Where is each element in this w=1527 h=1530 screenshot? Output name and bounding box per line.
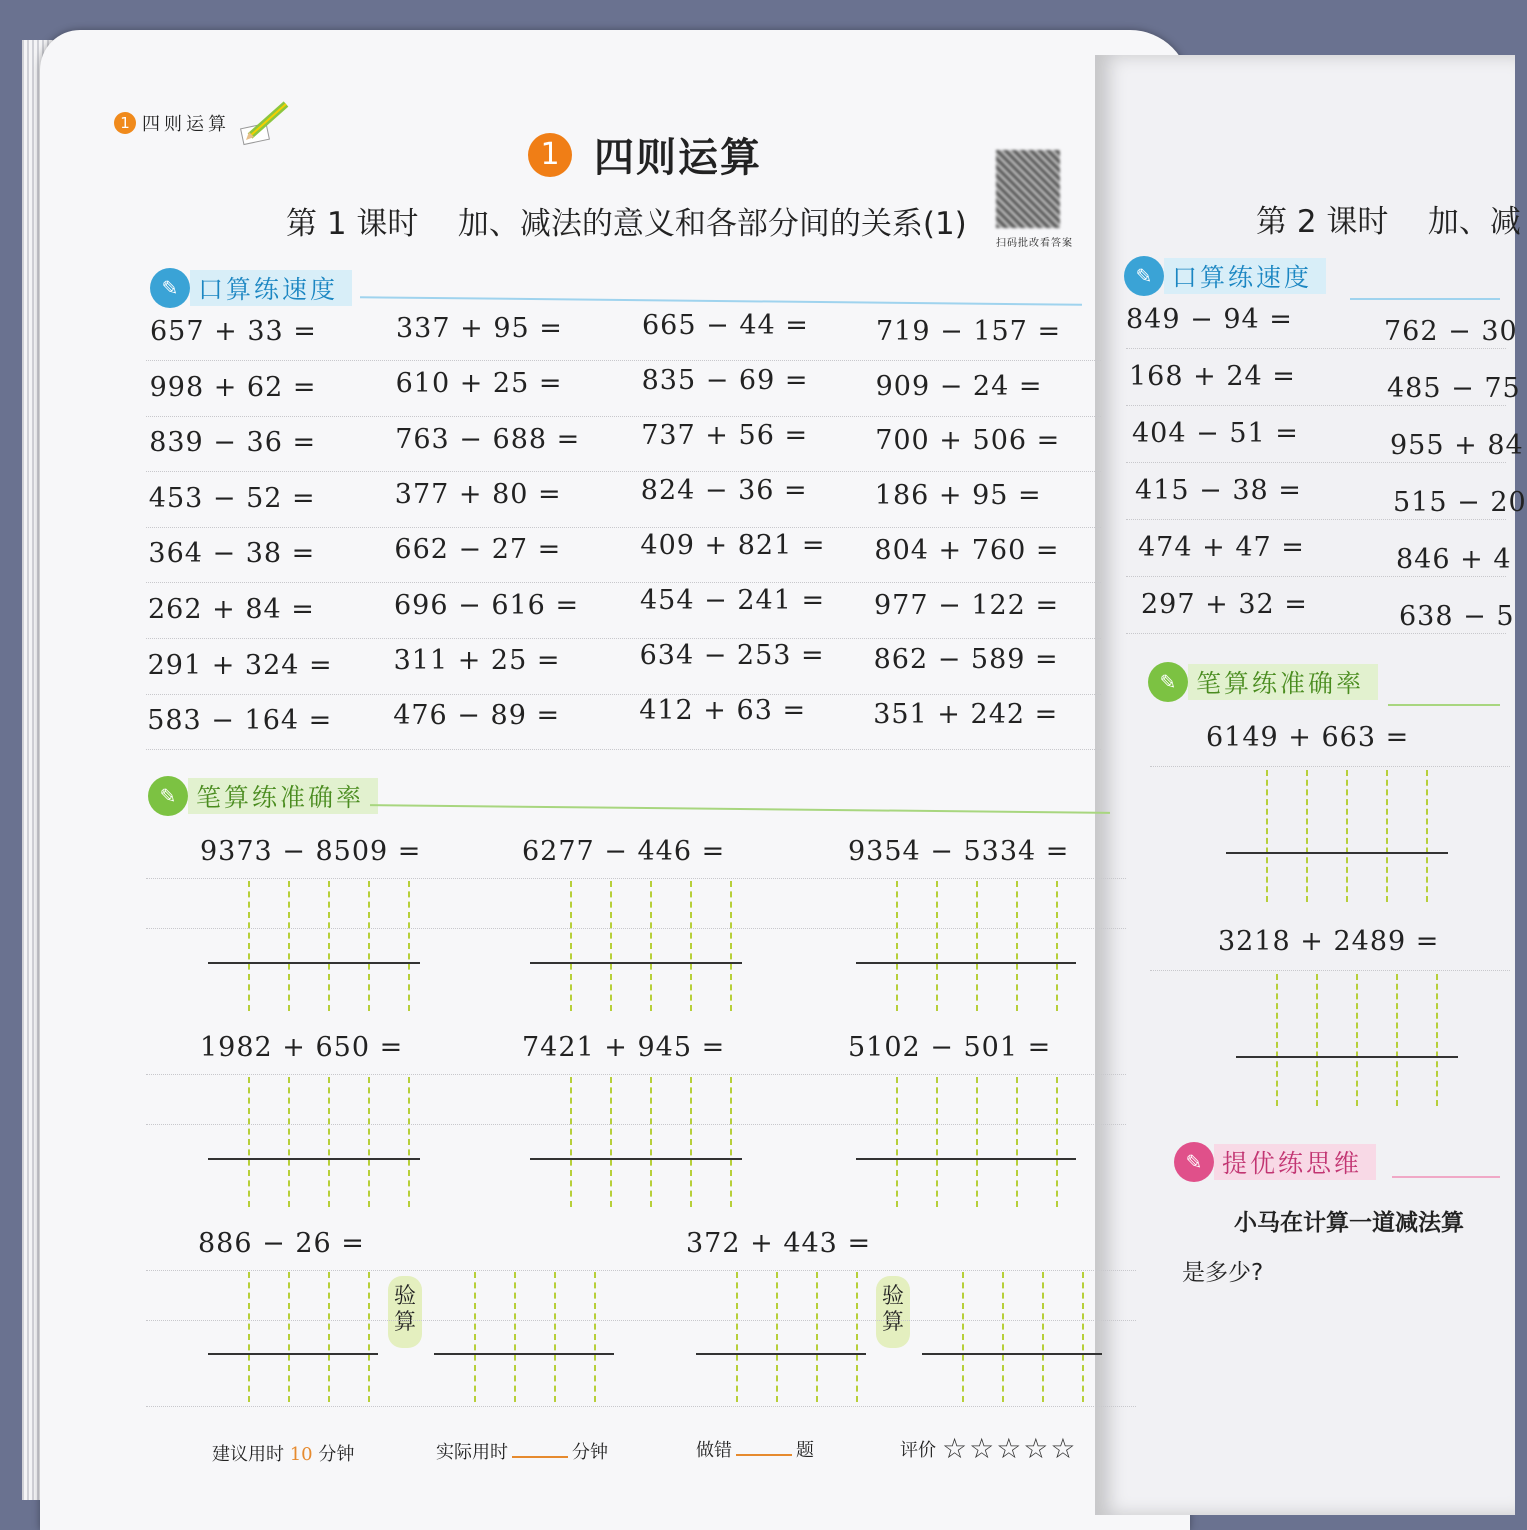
oral-equation: 824 − 36 = [640,475,808,506]
grid-column-line [610,1077,612,1207]
edit-note-icon: ✎ [1148,662,1188,702]
row-divider [146,1320,1136,1321]
grid-column-line [248,1077,250,1207]
grid-column-line [1316,974,1318,1106]
written-equation: 372 + 443 = [686,1228,872,1259]
grid-column-line [328,1272,330,1402]
actual-time-blank[interactable] [512,1456,568,1458]
grid-column-line [730,881,732,1011]
grid-column-line [936,881,938,1011]
grid-column-line [976,1077,978,1207]
row-divider [1126,462,1506,463]
right-oral-equation: 485 − 75 [1387,373,1521,404]
grid-column-line [1016,1077,1018,1207]
qr-code-icon[interactable] [996,150,1060,228]
grid-column-line [368,881,370,1011]
written-equation: 7421 + 945 = [522,1032,726,1063]
wrong-count-blank[interactable] [736,1454,792,1456]
grid-column-line [570,1077,572,1207]
vertical-grid [696,1272,866,1402]
row-divider [146,878,1126,879]
answer-bar [530,962,742,964]
grid-column-line [776,1272,778,1402]
oral-equation: 291 + 324 = [147,649,333,681]
row-divider [1126,348,1506,349]
vertical-grid [1236,974,1458,1106]
written-equation: 9373 − 8509 = [200,836,422,867]
section-oral-header [150,270,352,306]
vertical-grid [856,1077,1076,1207]
grid-column-line [1276,974,1278,1106]
vertical-grid [922,1272,1102,1402]
right-oral-equation: 168 + 24 = [1129,361,1296,392]
grid-column-line [248,1272,250,1402]
oral-equation: 665 − 44 = [642,310,809,341]
unit-title: 四则运算 [594,135,762,181]
unit-heading [528,126,762,183]
chapter-badge: 1 [114,112,136,134]
oral-equation: 662 − 27 = [394,534,562,566]
grid-column-line [514,1272,516,1402]
row-divider [146,527,1101,528]
oral-equation: 657 + 33 = [150,316,317,347]
grid-column-line [1042,1272,1044,1402]
right-section-written-title: 笔算练准确率 [1188,664,1378,700]
grid-column-line [288,881,290,1011]
oral-equation: 719 − 157 = [876,316,1062,347]
oral-equation: 377 + 80 = [394,478,562,510]
section-written-header [148,778,378,814]
grid-column-line [1016,881,1018,1011]
oral-equation: 763 − 688 = [395,423,581,455]
oral-equation: 186 + 95 = [874,480,1042,512]
grid-column-line [936,1077,938,1207]
oral-equation: 262 + 84 = [148,594,315,625]
row-divider [146,360,1101,361]
running-header [114,98,292,148]
oral-equation: 804 + 760 = [874,534,1060,566]
right-oral-equation: 415 − 38 = [1135,475,1302,506]
grid-column-line [690,1077,692,1207]
oral-equation: 909 − 24 = [875,370,1043,402]
edit-note-icon: ✎ [1124,256,1164,296]
grid-column-line [730,1077,732,1207]
right-oral-equation: 762 − 30 [1384,316,1518,347]
oral-equation: 453 − 52 = [148,482,316,514]
written-equation: 886 − 26 = [198,1228,365,1259]
vertical-grid [856,881,1076,1011]
section-written-title: 笔算练准确率 [188,778,378,814]
row-divider [146,1074,1126,1075]
oral-equation: 862 − 589 = [873,644,1059,676]
written-equation: 9354 − 5334 = [848,836,1070,867]
pencil-icon [232,98,292,148]
right-section-written-header [1148,664,1378,700]
oral-equation: 412 + 63 = [639,695,807,726]
grid-column-line [1056,881,1058,1011]
wrong-unit: 题 [796,1440,814,1461]
verify-label: 验算 [388,1276,422,1348]
right-oral-equation: 515 − 20 [1393,487,1527,518]
oral-equation: 977 − 122 = [874,589,1060,621]
footer-suggest [212,1440,354,1466]
edit-note-icon: ✎ [1174,1142,1214,1182]
row-divider [1126,519,1506,520]
oral-equation: 998 + 62 = [149,371,317,403]
answer-bar [208,1353,378,1355]
answer-bar [1236,1056,1458,1058]
grid-column-line [288,1272,290,1402]
right-written-equation: 6149 + 663 = [1206,722,1410,753]
qr-block [996,150,1073,249]
written-equation: 6277 − 446 = [522,836,726,867]
vertical-grid [434,1272,614,1402]
row-divider [1126,633,1506,634]
answer-bar [208,962,420,964]
qr-caption: 扫码批改看答案 [996,238,1073,249]
right-oral-rule [1350,298,1500,300]
grid-column-line [248,881,250,1011]
grid-column-line [474,1272,476,1402]
grid-column-line [554,1272,556,1402]
edit-note-icon: ✎ [150,268,190,308]
row-divider [146,1270,1136,1271]
grid-column-line [856,1272,858,1402]
oral-equation: 583 − 164 = [147,705,333,737]
grid-column-line [816,1272,818,1402]
grid-column-line [962,1272,964,1402]
answer-bar [922,1353,1102,1355]
row-divider [146,694,1101,695]
right-section-thinking-header [1174,1144,1376,1180]
right-oral-equation: 297 + 32 = [1141,589,1308,620]
grid-column-line [1306,770,1308,902]
actual-unit: 分钟 [572,1442,608,1463]
unit-number-badge: 1 [528,133,572,177]
row-divider [1126,405,1506,406]
oral-equation: 610 + 25 = [395,368,563,400]
edit-note-icon: ✎ [148,776,188,816]
row-divider [146,416,1101,417]
grid-column-line [408,881,410,1011]
right-thinking-rule [1392,1176,1500,1178]
written-equation: 5102 − 501 = [848,1032,1052,1063]
problem-line-1: 小马在计算一道减法算 [1234,1210,1464,1236]
grid-column-line [976,881,978,1011]
grid-column-line [1426,770,1428,902]
oral-equation: 311 + 25 = [393,644,561,676]
rating-stars[interactable]: ☆☆☆☆☆ [942,1432,1078,1465]
row-divider [1150,970,1510,971]
grid-column-line [1056,1077,1058,1207]
vertical-grid [530,1077,742,1207]
grid-column-line [650,881,652,1011]
grid-column-line [1436,974,1438,1106]
right-written-equation: 3218 + 2489 = [1218,926,1440,957]
oral-equation: 476 − 89 = [393,700,561,732]
grid-column-line [408,1077,410,1207]
oral-equation: 696 − 616 = [394,589,580,621]
right-lesson-title: 第 2 课时 加、减 [1256,204,1521,240]
suggest-label: 建议用时 [212,1444,284,1465]
right-oral-equation: 849 − 94 = [1126,304,1293,335]
oral-equation: 364 − 38 = [148,538,316,570]
grid-column-line [328,881,330,1011]
right-oral-equation: 474 + 47 = [1138,532,1305,563]
grid-column-line [690,881,692,1011]
footer-wrong [696,1436,814,1462]
footer-actual [436,1438,608,1464]
row-divider [146,1124,1126,1125]
oral-equation: 409 + 821 = [640,530,826,561]
suggest-value: 10 [289,1444,313,1465]
suggest-unit: 分钟 [318,1444,355,1465]
grid-column-line [896,881,898,1011]
row-divider [146,1406,1136,1407]
grid-column-line [1266,770,1268,902]
grid-column-line [594,1272,596,1402]
grid-column-line [328,1077,330,1207]
answer-bar [434,1353,614,1355]
answer-bar [856,962,1076,964]
rating-label: 评价 [900,1439,936,1461]
oral-equation: 351 + 242 = [873,698,1059,730]
right-section-oral-title: 口算练速度 [1164,258,1326,294]
grid-column-line [1396,974,1398,1106]
verify-label: 验算 [876,1276,910,1348]
lesson-title: 第 1 课时 加、减法的意义和各部分间的关系(1) [286,206,967,242]
written-equation: 1982 + 650 = [200,1032,404,1063]
row-divider [146,928,1126,929]
grid-column-line [1002,1272,1004,1402]
actual-label: 实际用时 [436,1442,508,1463]
right-oral-equation: 638 − 5 [1399,601,1515,632]
right-written-rule [1388,704,1500,706]
grid-column-line [896,1077,898,1207]
grid-column-line [368,1272,370,1402]
right-oral-equation: 955 + 84 [1390,430,1524,461]
vertical-grid [1226,770,1448,902]
oral-equation: 839 − 36 = [149,427,317,459]
right-section-thinking-title: 提优练思维 [1214,1144,1376,1180]
oral-equation: 700 + 506 = [875,425,1061,457]
grid-column-line [610,881,612,1011]
oral-equation: 634 − 253 = [639,640,825,671]
oral-equation: 737 + 56 = [641,420,809,451]
grid-column-line [1386,770,1388,902]
oral-equation: 337 + 95 = [396,313,563,344]
right-oral-equation: 846 + 4 [1396,544,1512,575]
grid-column-line [1356,974,1358,1106]
problem-line-2: 是多少? [1182,1260,1264,1286]
running-title: 四则运算 [142,114,230,135]
answer-bar [208,1158,420,1160]
row-divider [146,749,1101,750]
grid-column-line [650,1077,652,1207]
answer-bar [530,1158,742,1160]
grid-column-line [288,1077,290,1207]
oral-equation: 454 − 241 = [640,585,826,616]
grid-column-line [1346,770,1348,902]
oral-equation: 835 − 69 = [641,365,809,396]
grid-column-line [570,881,572,1011]
vertical-grid [208,881,420,1011]
grid-column-line [1082,1272,1084,1402]
grid-column-line [736,1272,738,1402]
section-oral-title: 口算练速度 [190,270,352,306]
right-section-oral-header [1124,258,1326,294]
vertical-grid [208,1077,420,1207]
answer-bar [1226,852,1448,854]
answer-bar [856,1158,1076,1160]
wrong-label: 做错 [696,1440,732,1461]
vertical-grid [208,1272,378,1402]
row-divider [146,638,1101,639]
row-divider [146,582,1101,583]
right-oral-equation: 404 − 51 = [1132,418,1299,449]
answer-bar [696,1353,866,1355]
row-divider [1126,576,1506,577]
row-divider [1150,766,1510,767]
vertical-grid [530,881,742,1011]
grid-column-line [368,1077,370,1207]
row-divider [146,471,1101,472]
footer-rating [900,1432,1078,1465]
